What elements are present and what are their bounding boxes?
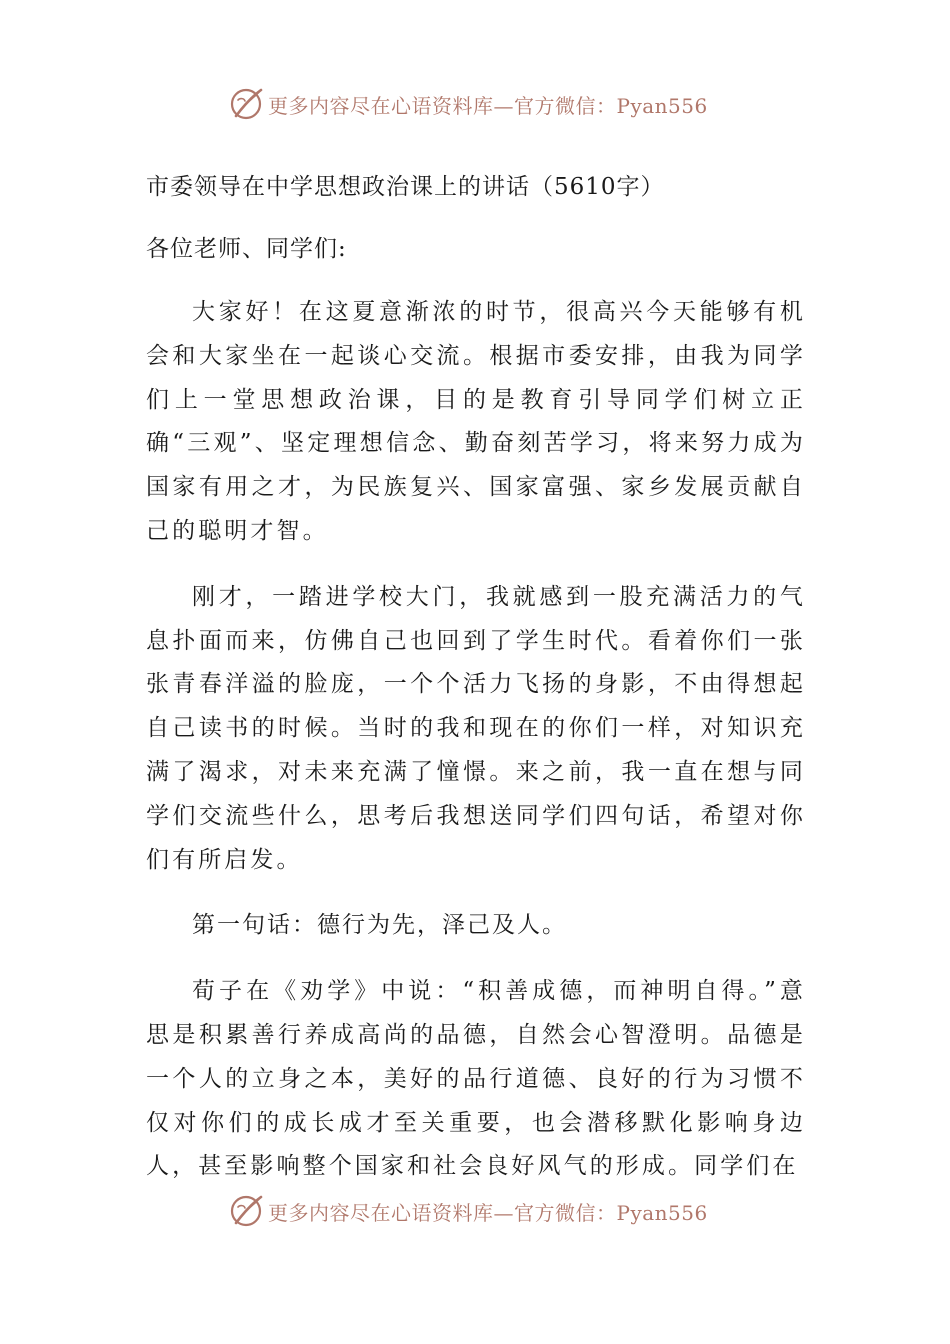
- watermark-text: 更多内容尽在心语资料库—官方微信：Pyan556: [268, 1200, 708, 1225]
- document-body: [146, 167, 806, 1189]
- document-title: 市委领导在中学思想政治课上的讲话（5610字）: [146, 174, 665, 200]
- paragraph-xunzi-quote: 荀子在《劝学》中说：“积善成德，而神明自得。”意思是积累善行养成高尚的品德，自然会心智澄明。品德是一个人的立身之本，美好的品行道德、良好的行为习惯不仅对你们的成长成才至关重要，也会潜移默化影响身边人，甚至影响整个国家和社会良好风气的形成。同学们在: [146, 978, 806, 1180]
- quill-pen-logo-icon: [228, 86, 264, 122]
- paragraph-first-point: 第一句话：德行为先，泽己及人。: [192, 912, 567, 939]
- salutation: 各位老师、同学们:: [146, 236, 347, 262]
- quill-pen-logo-icon: [228, 1193, 264, 1229]
- footer-watermark-banner: [228, 1193, 748, 1229]
- paragraph-greeting: 大家好！在这夏意渐浓的时节，很高兴今天能够有机会和大家坐在一起谈心交流。根据市委安排，由我为同学们上一堂思想政治课，目的是教育引导同学们树立正确“三观”、坚定理想信念、勤奋刻苦学习，将来努力成为国家有用之才，为民族复兴、国家富强、家乡发展贡献自己的聪明才智。: [146, 299, 806, 544]
- header-watermark-banner: [228, 86, 748, 122]
- watermark-text: 更多内容尽在心语资料库—官方微信：Pyan556: [268, 93, 708, 118]
- paragraph-memories: 刚才，一踏进学校大门，我就感到一股充满活力的气息扑面而来，仿佛自己也回到了学生时代。看着你们一张张青春洋溢的脸庞，一个个活力飞扬的身影，不由得想起自己读书的时候。当时的我和现在的你们一样，对知识充满了渴求，对未来充满了憧憬。来之前，我一直在想与同学们交流些什么，思考后我想送同学们四句话，希望对你们有所启发。: [146, 583, 806, 873]
